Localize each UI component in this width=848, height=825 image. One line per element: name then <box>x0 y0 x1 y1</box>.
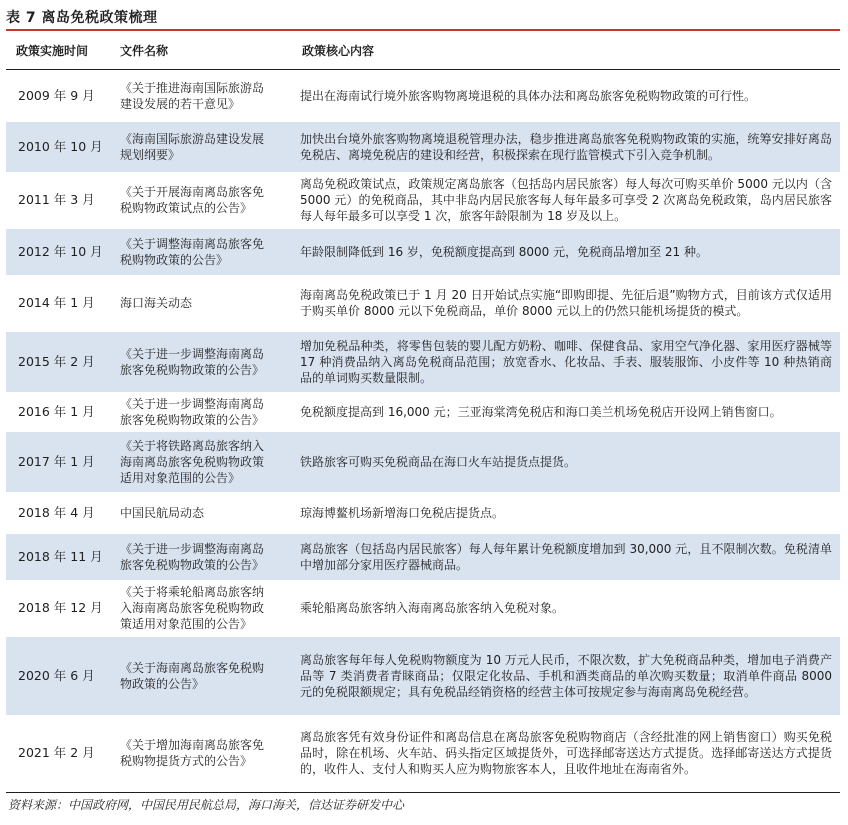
row-doc: 《关于调整海南离岛旅客免税购物政策的公告》 <box>110 229 292 275</box>
table-row <box>6 637 840 715</box>
row-doc: 《关于将铁路离岛旅客纳入海南离岛旅客免税购物政策适用对象范围的公告》 <box>110 432 292 492</box>
table-title: 表 7 离岛免税政策梳理 <box>6 10 158 26</box>
row-content: 离岛免税政策试点，政策规定离岛旅客（包括岛内居民旅客）每人每次可购买单价 5000 元以内（含 5000 元）的免税商品，其中非岛内居民旅客每人每年最多可享受 2 次离岛免税政策，岛内居民旅客每人每年最多可以享受 1 次，旅客年龄限制为 18 岁及以上。 <box>300 177 832 223</box>
row-doc: 《关于进一步调整海南离岛旅客免税购物政策的公告》 <box>110 332 292 392</box>
table-row <box>6 70 840 122</box>
table-row <box>6 715 840 793</box>
table-row <box>6 332 840 392</box>
row-content: 海南离岛免税政策已于 1 月 20 日开始试点实施“即购即提、先征后退”购物方式，目前该方式仅适用于购买单价 8000 元以下免税商品，单价 8000 元以上的仍然只能机场提货的模式。 <box>300 288 832 318</box>
source-note: 资料来源：中国政府网，中国民用民航总局，海口海关，信达证券研发中心 <box>8 798 405 812</box>
row-doc: 《关于增加海南离岛旅客免税购物提货方式的公告》 <box>110 715 292 793</box>
table-row <box>6 432 840 492</box>
row-date: 2018 年 11 月 <box>6 534 110 580</box>
row-date: 2017 年 1 月 <box>6 432 110 492</box>
table-row <box>6 392 840 432</box>
row-date: 2021 年 2 月 <box>6 715 110 793</box>
policy-table <box>6 32 840 793</box>
table-row <box>6 275 840 332</box>
row-date: 2016 年 1 月 <box>18 403 95 419</box>
row-content: 加快出台境外旅客购物离境退税管理办法，稳步推进离岛旅客免税购物政策的实施，统筹安排好离岛免税店、离境免税店的建设和经营，积极探索在现行监管模式下引入竞争机制。 <box>292 122 840 172</box>
row-content: 离岛旅客凭有效身份证件和离岛信息在离岛旅客免税购物商店（含经批准的网上销售窗口）购买免税品时，除在机场、火车站、码头指定区域提货外，可选择邮寄送达方式提货。选择邮寄送达方式提货的，收件人、支付人和购买人应为购物旅客本人，且收件地址在海南省外。 <box>292 715 840 793</box>
row-content: 增加免税品种类，将零售包装的婴儿配方奶粉、咖啡、保健食品、家用空气净化器、家用医疗器械等 17 种消费品纳入离岛免税商品范围；放宽香水、化妆品、手表、服装服饰、小皮件等 10 种热销商品的单词购买数量限制。 <box>292 332 840 392</box>
table-row <box>6 580 840 637</box>
row-doc: 中国民航局动态 <box>120 505 205 520</box>
row-date: 2010 年 10 月 <box>6 122 110 172</box>
row-content: 离岛旅客（包括岛内居民旅客）每人每年累计免税额度增加到 30,000 元，且不限制次数。免税清单中增加部分家用医疗器械商品。 <box>292 534 840 580</box>
row-date: 2018 年 12 月 <box>18 600 103 615</box>
row-doc: 《海南国际旅游岛建设发展规划纲要》 <box>110 122 292 172</box>
row-date: 2015 年 2 月 <box>6 332 110 392</box>
table-header-row <box>6 32 840 70</box>
row-date: 2009 年 9 月 <box>18 87 95 103</box>
table-row <box>6 229 840 275</box>
row-doc: 《关于推进海南国际旅游岛建设发展的若干意见》 <box>120 80 265 111</box>
row-content: 乘轮船离岛旅客纳入海南离岛旅客纳入免税对象。 <box>300 601 565 615</box>
row-content: 免税额度提高到 16,000 元；三亚海棠湾免税店和海口美兰机场免税店开设网上销售窗口。 <box>300 404 782 419</box>
row-doc: 海口海关动态 <box>120 296 193 310</box>
table-row <box>6 172 840 229</box>
header-content: 政策核心内容 <box>292 32 840 70</box>
row-date: 2018 年 4 月 <box>18 504 95 520</box>
table-row <box>6 122 840 172</box>
title-rule <box>6 29 840 31</box>
row-content: 琼海博鳌机场新增海口免税店提货点。 <box>300 505 505 520</box>
row-content: 年龄限制降低到 16 岁，免税额度提高到 8000 元，免税商品增加至 21 种。 <box>292 229 840 275</box>
row-date: 2014 年 1 月 <box>18 295 95 310</box>
row-content: 离岛旅客每年每人免税购物额度为 10 万元人民币，不限次数，扩大免税商品种类，增加电子消费产品等 7 类消费者青睐商品；仅限定化妆品、手机和酒类商品的单次购买数量；取消单件商品 8000 元的免税限额规定；具有免税品经销资格的经营主体可按规定参与海南离岛免税经营。 <box>292 637 840 715</box>
table-row <box>6 492 840 534</box>
row-date: 2012 年 10 月 <box>6 229 110 275</box>
header-doc: 文件名称 <box>110 32 292 70</box>
header-date: 政策实施时间 <box>6 32 110 70</box>
row-date: 2011 年 3 月 <box>18 192 95 207</box>
row-doc: 《关于开展海南离岛旅客免税购物政策试点的公告》 <box>120 185 265 215</box>
row-doc: 《关于海南离岛旅客免税购物政策的公告》 <box>110 637 292 715</box>
table-row <box>6 534 840 580</box>
row-content: 铁路旅客可购买免税商品在海口火车站提货点提货。 <box>292 432 840 492</box>
row-doc: 《关于将乘轮船离岛旅客纳入海南离岛旅客免税购物政策适用对象范围的公告》 <box>120 585 265 631</box>
row-doc: 《关于进一步调整海南离岛旅客免税购物政策的公告》 <box>120 396 265 427</box>
row-content: 提出在海南试行境外旅客购物离境退税的具体办法和离岛旅客免税购物政策的可行性。 <box>300 88 757 103</box>
row-doc: 《关于进一步调整海南离岛旅客免税购物政策的公告》 <box>110 534 292 580</box>
row-date: 2020 年 6 月 <box>6 637 110 715</box>
